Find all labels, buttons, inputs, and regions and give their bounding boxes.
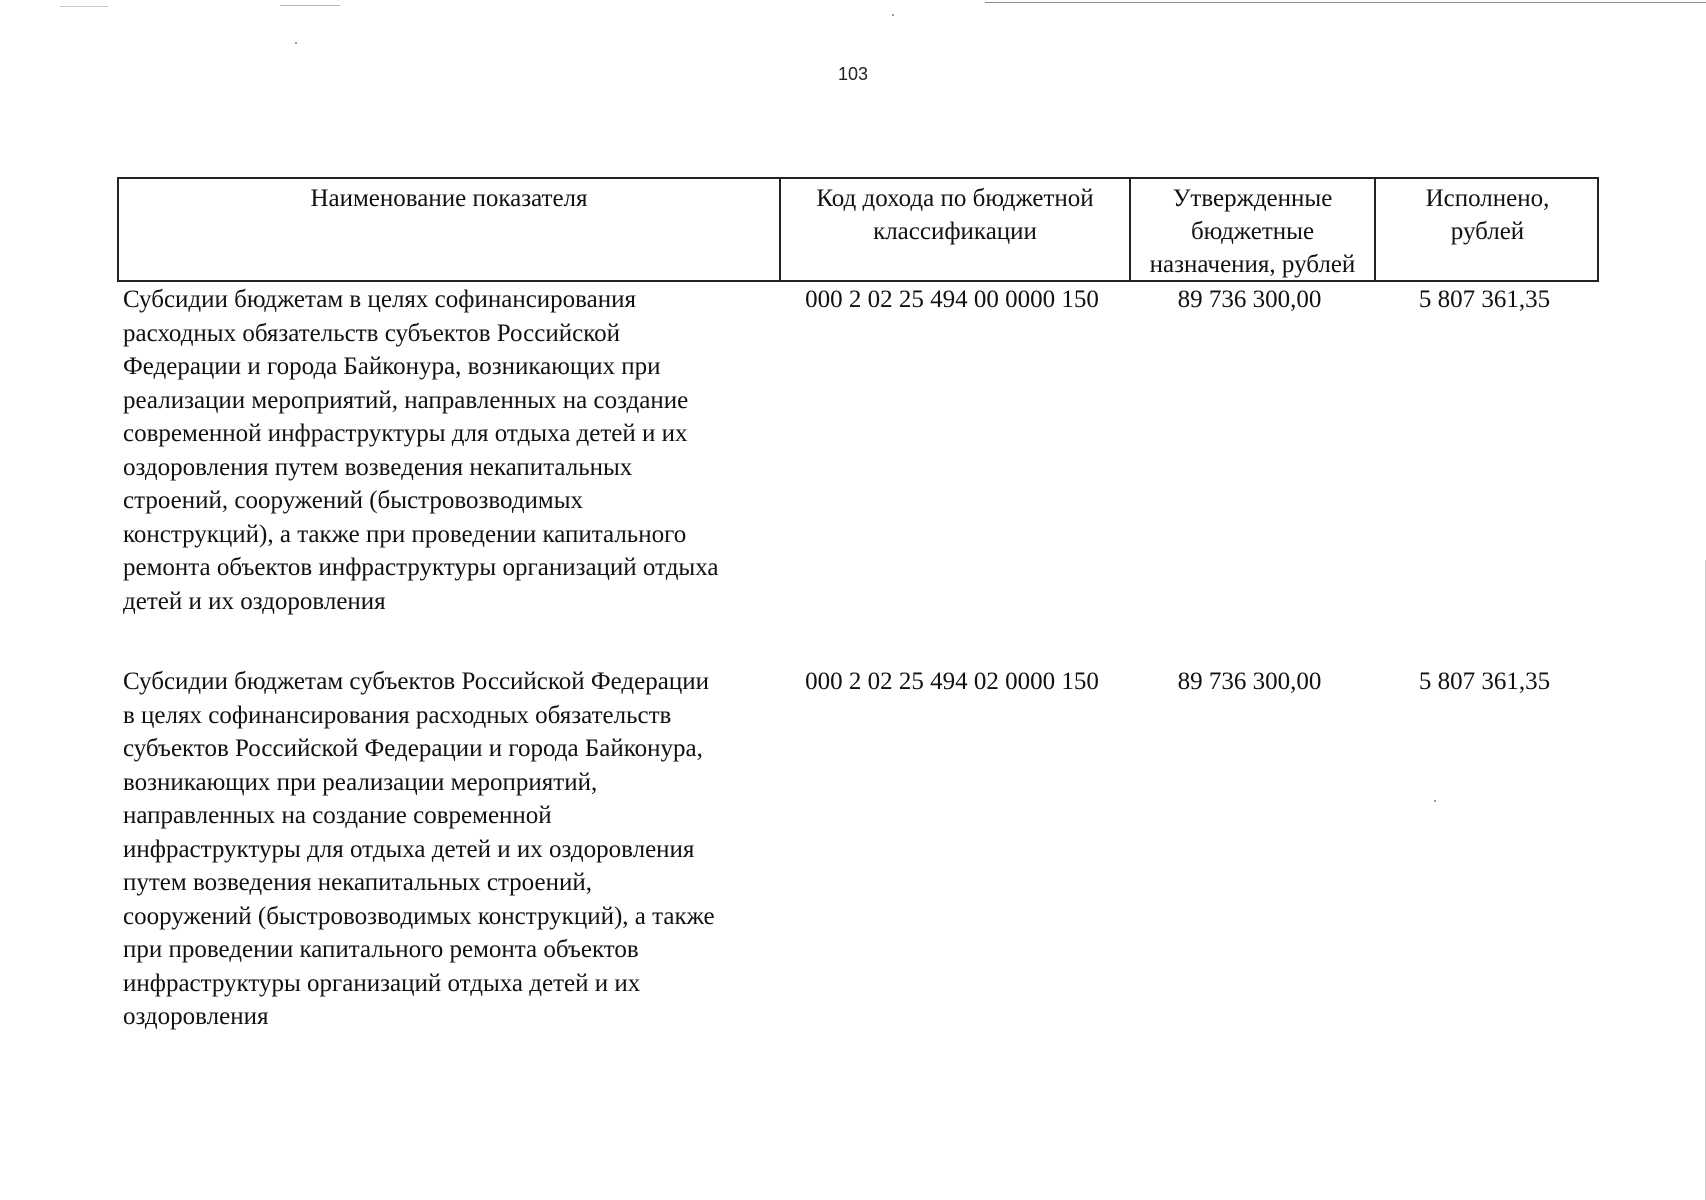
row-name-line: путем возведения некапитальных строений,: [123, 869, 592, 896]
page-number: 103: [837, 64, 869, 84]
scan-speck: [295, 42, 297, 44]
row-approved: 89 736 300,00: [1177, 286, 1322, 313]
scan-mark: [985, 2, 1706, 3]
row-name-line: Субсидии бюджетам субъектов Российской Федерации: [123, 668, 709, 695]
row-name-line: конструкций), а также при проведении капитального: [123, 520, 687, 548]
row-name-line: в целях софинансирования расходных обязательств: [123, 701, 672, 729]
header-approved: [1129, 179, 1374, 280]
scan-speck: [892, 14, 894, 16]
header-code: [779, 179, 1129, 280]
row-name-line: при проведении капитального ремонта объектов: [123, 936, 639, 963]
row-name-line: сооружений (быстровозводимых конструкций), а также: [123, 902, 715, 930]
row-name-line: возникающих при реализации мероприятий,: [123, 768, 598, 796]
row-name-line: Субсидии бюджетам в целях софинансирования: [123, 286, 637, 313]
row-approved: 89 736 300,00: [1177, 668, 1322, 695]
row-name-line: направленных на создание современной: [123, 802, 552, 829]
row-name-line: современной инфраструктуры для отдыха детей и их: [123, 420, 688, 447]
row-executed: 5 807 361,35: [1418, 286, 1551, 313]
row-name: [123, 665, 783, 1034]
row-name-line: инфраструктуры организаций отдыха детей и их: [123, 969, 641, 997]
row-name-line: оздоровления путем возведения некапитальных: [123, 453, 633, 481]
row-code: 000 2 02 25 494 02 0000 150: [805, 668, 1099, 695]
table-header: [117, 177, 1599, 282]
row-executed: 5 807 361,35: [1418, 668, 1551, 695]
row-name-line: расходных обязательств субъектов Российской: [123, 319, 620, 347]
scan-mark: [280, 5, 340, 6]
header-executed: [1374, 179, 1599, 280]
row-name-line: ремонта объектов инфраструктуры организаций отдыха: [123, 554, 719, 581]
scan-mark: [60, 6, 108, 7]
header-code-text: Код дохода по бюджетной классификации: [816, 185, 1094, 245]
row-name-line: субъектов Российской Федерации и города Байконура,: [123, 735, 703, 762]
row-name-line: детей и их оздоровления: [123, 587, 386, 615]
header-name: Наименование показателя: [310, 185, 588, 212]
header-executed-text: Исполнено, рублей: [1425, 185, 1550, 245]
row-name-line: реализации мероприятий, направленных на создание: [123, 386, 689, 414]
scan-speck: [1434, 800, 1436, 802]
row-name-line: строений, сооружений (быстровозводимых: [123, 487, 584, 514]
row-name-line: инфраструктуры для отдыха детей и их оздоровления: [123, 835, 695, 863]
row-code: 000 2 02 25 494 00 0000 150: [805, 286, 1099, 313]
row-name-line: Федерации и города Байконура, возникающих при: [123, 353, 661, 380]
row-name-line: оздоровления: [123, 1003, 269, 1030]
header-approved-text: Утвержденные бюджетные назначения, рублей: [1149, 185, 1356, 278]
row-name: [123, 283, 783, 618]
